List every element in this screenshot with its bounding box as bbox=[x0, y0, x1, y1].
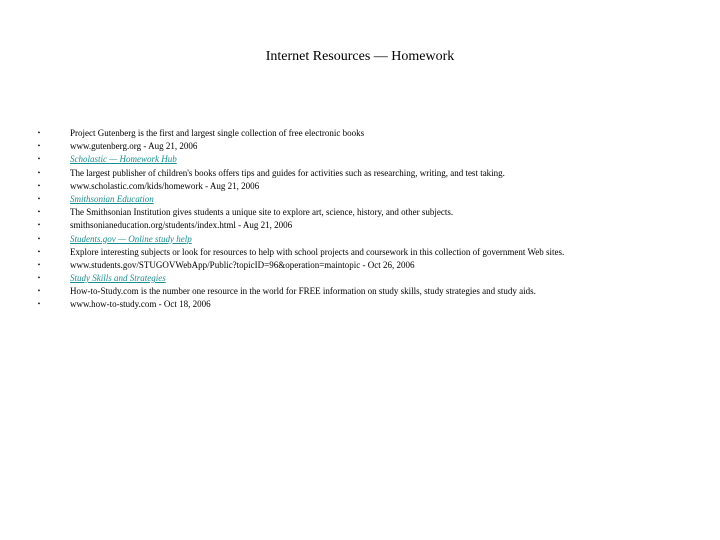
bullet-icon: • bbox=[37, 274, 41, 283]
bullet-icon: • bbox=[37, 142, 41, 151]
resource-url: www.students.gov/STUGOVWebApp/Public?topicID=96&operation=maintopic - Oct 26, 2006 bbox=[70, 259, 415, 270]
list-item bbox=[36, 246, 706, 259]
list-item bbox=[36, 180, 706, 193]
bullet-icon: • bbox=[37, 155, 41, 164]
bullet-icon: • bbox=[37, 247, 41, 256]
bullet-icon: • bbox=[37, 208, 41, 217]
bullet-icon: • bbox=[37, 221, 41, 230]
resource-list bbox=[36, 127, 706, 312]
resource-description: The Smithsonian Institution gives students a unique site to explore art, science, history, and other subjects. bbox=[70, 207, 454, 218]
bullet-icon: • bbox=[37, 287, 41, 296]
bullet-icon: • bbox=[37, 181, 41, 190]
resource-url: www.scholastic.com/kids/homework - Aug 21, 2006 bbox=[70, 180, 260, 191]
resource-description: Project Gutenberg is the first and largest single collection of free electronic books bbox=[70, 128, 365, 138]
list-item bbox=[36, 206, 706, 219]
list-item bbox=[36, 298, 706, 311]
bullet-icon: • bbox=[37, 194, 41, 203]
list-item bbox=[36, 153, 706, 166]
resource-url: smithsonianeducation.org/students/index.html - Aug 21, 2006 bbox=[70, 220, 293, 231]
bullet-icon: • bbox=[37, 234, 41, 243]
bullet-icon: • bbox=[37, 168, 41, 177]
list-item bbox=[36, 193, 706, 206]
list-item bbox=[36, 285, 706, 298]
list-item bbox=[36, 233, 706, 246]
page-title: Internet Resources — Homework bbox=[265, 49, 455, 64]
bullet-icon: • bbox=[37, 129, 41, 137]
list-item bbox=[36, 127, 706, 140]
smithsonian-link[interactable]: Smithsonian Education bbox=[70, 193, 154, 204]
list-item bbox=[36, 259, 706, 272]
bullet-icon: • bbox=[37, 260, 41, 269]
list-item bbox=[36, 219, 706, 232]
resource-url: www.gutenberg.org - Aug 21, 2006 bbox=[70, 141, 198, 152]
resource-description: The largest publisher of children's books offers tips and guides for activities such as researching, writing, and test taking. bbox=[70, 167, 505, 178]
bullet-icon: • bbox=[37, 300, 41, 309]
resource-description: Explore interesting subjects or look for resources to help with school projects and coursework in this collection of government Web sites. bbox=[70, 246, 565, 257]
list-item bbox=[36, 272, 706, 285]
resource-description: How-to-Study.com is the number one resource in the world for FREE information on study skills, study strategies and study aids. bbox=[70, 286, 536, 297]
students-gov-link[interactable]: Students.gov — Online study help bbox=[70, 233, 192, 244]
scholastic-link[interactable]: Scholastic — Homework Hub bbox=[70, 154, 177, 165]
list-item bbox=[36, 140, 706, 153]
study-skills-link[interactable]: Study Skills and Strategies bbox=[70, 273, 166, 284]
list-item bbox=[36, 167, 706, 180]
resource-url: www.how-to-study.com - Oct 18, 2006 bbox=[70, 299, 211, 310]
